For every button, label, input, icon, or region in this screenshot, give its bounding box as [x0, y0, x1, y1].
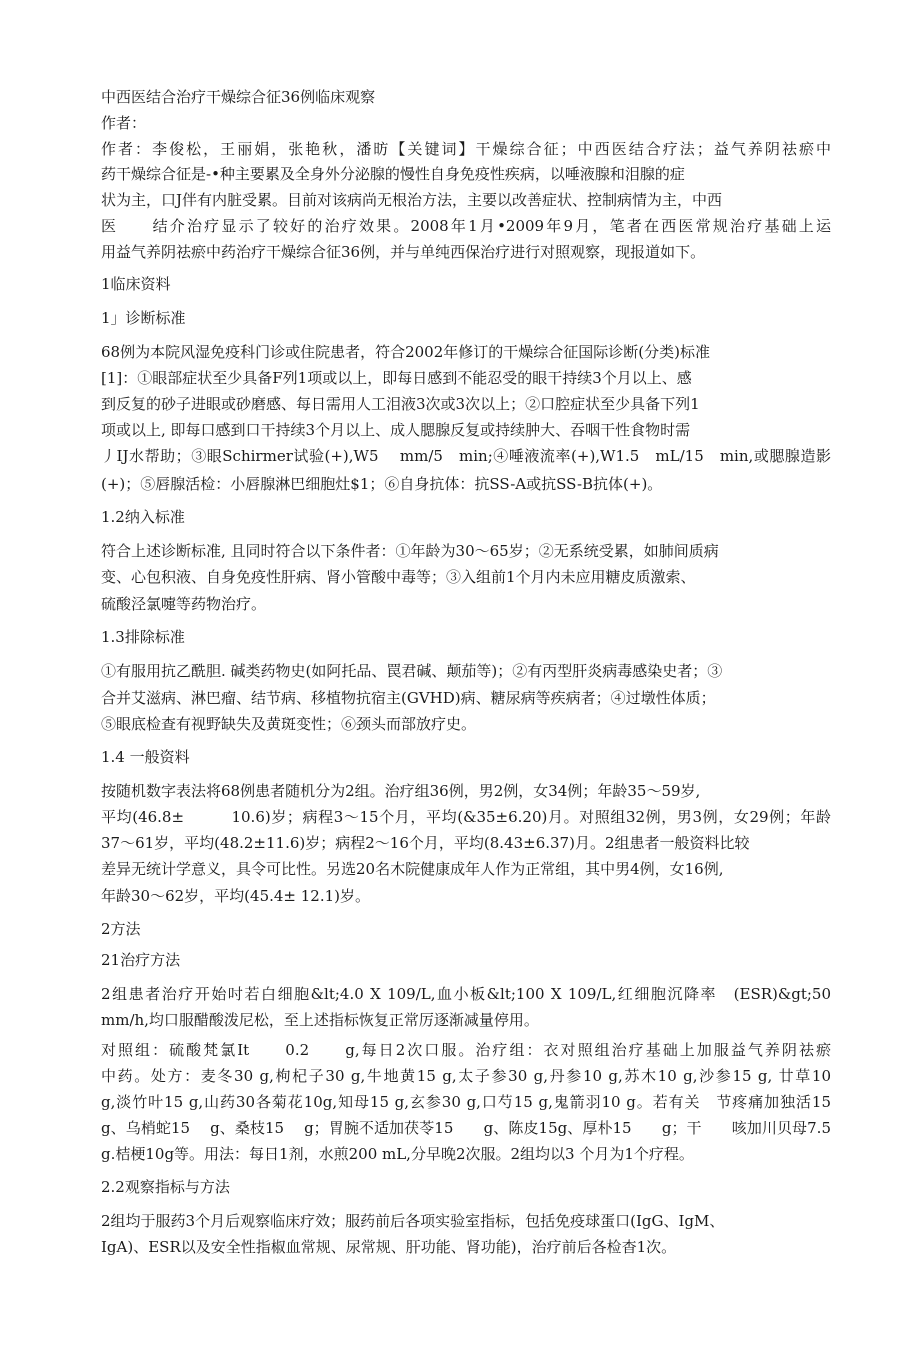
document-title: 中西医结合治疗干燥综合征36例临床观察	[101, 88, 376, 106]
body-text-line: 年龄30〜62岁，平均(45.4± 12.1)岁。	[101, 887, 371, 905]
body-text-line: 药干燥综合征是-•种主要累及全身外分泌腺的慢性自身免疫性疾病，以唾液腺和泪腺的症	[101, 165, 685, 183]
body-text-line: ⑤眼底检查有视野缺失及黄斑变性；⑥颈头而部放疗史。	[101, 715, 477, 733]
body-text-line: IgA)、ESR以及安全性指椒血常规、尿常规、肝功能、肾功能)，治疗前后各检杳1次。	[101, 1238, 677, 1256]
body-text-line: 68例为本院风湿免疫科门诊或住院患者，符合2002年修订的干燥综合征国际诊断(分类)标准	[101, 343, 710, 361]
body-text-line: 状为主，口J伴有内脏受累。目前对该病尚无根治方法，主要以改善症状、控制病情为主，中西	[101, 191, 723, 209]
body-text-line: 对照组：硫酸梵氯It 0.2 g,每日2次口服。治疗组：衣对照组治疗基础上加服益气养阴祛瘀	[101, 1041, 831, 1059]
body-text-line: 2组患者治疗开始吋若白细胞&lt;4.0 X 109/L,血小板&lt;100 X 109/L,红细胞沉降率 (ESR)&gt;50	[101, 985, 831, 1003]
subsection-heading: 2.2观察指标与方法	[101, 1178, 230, 1196]
subsection-heading: 1.4 一般资料	[101, 748, 190, 766]
subsection-heading: 1.3排除标准	[101, 628, 185, 646]
body-text-line: 中药。处方：麦冬30 g,枸杞子30 g,牛地黄15 g,太子参30 g,丹参10 g,苏木10 g,沙参15 g, 廿草10	[101, 1067, 831, 1085]
body-text-line: 符合上述诊断标准, 且同时符合以下条件者：①年龄为30〜65岁；②无系统受累，如肺间质病	[101, 542, 719, 560]
body-text-line: (+)；⑤唇腺活检：小唇腺淋巴细胞灶$1；⑥自身抗体：抗SS-A或抗SS-B抗体(+)。	[101, 475, 663, 493]
subsection-heading: 1.2纳入标准	[101, 508, 185, 526]
body-text-line: 合并艾滋病、淋巴瘤、结节病、移植物抗宿主(GVHD)病、糖尿病等疾病者；④过墩性体质；	[101, 689, 716, 707]
subsection-heading: 21治疗方法	[101, 951, 181, 969]
subsection-heading: 1」诊断标准	[101, 309, 186, 327]
author-keywords-line: 作者：李俊松，王丽娟，张艳秋，潘昉【关键词】干燥综合征；中西医结合疗法；益气养阴祛瘀中	[101, 140, 831, 158]
body-text-line: mm/h,均口服醋酸泼尼松，至上述指标恢复正常厉逐渐减量停用。	[101, 1011, 539, 1029]
body-text-line: 硫酸泾氯嚏等药物治疗。	[101, 595, 267, 613]
section-heading: 2方法	[101, 920, 141, 938]
body-text-line: 2组均于服药3个月后观察临床疗效；服药前后各项实验室指标，包括免疫球蛋口(IgG、IgM、	[101, 1212, 725, 1230]
author-label: 作者：	[101, 114, 147, 132]
body-text-line: 按随机数字表法将68例患者随机分为2组。治疗组36例，男2例，女34例；年龄35〜59岁,	[101, 782, 701, 800]
body-text-line: 变、心包积液、自身免疫性肝病、肾小管酸中毒等；③入组前1个月内未应用糖皮质激索、	[101, 568, 696, 586]
body-text-line: 丿IJ水帮助；③眼Schirmer试验(+),W5 mm/5 min;④唾液流率(+),W1.5 mL/15 min,或腮腺造影	[101, 447, 831, 465]
body-text-line: 平均(46.8± 10.6)岁；病程3〜15个月，平均(&35±6.20)月。对照组32例，男3例，女29例；年龄	[101, 808, 831, 826]
body-text-line: 用益气养阴祛瘀中药治疗干燥综合征36例，并与单纯西保治疗进行对照观察，现报道如下。	[101, 243, 706, 261]
body-text-line: g,淡竹叶15 g,山药30各菊花10g,知母15 g,玄参30 g,口芍15 g,鬼箭羽10 g。若有关 节疼痛加独活15	[101, 1093, 831, 1111]
body-text-line: 差异无统计学意义，具令可比性。另选20名木院健康成年人作为正常组，其中男4例，女16例,	[101, 860, 724, 878]
body-text-line: 医 结介治疗显示了较好的治疗效果。2008年1月•2009年9月，笔者在西医常规治疗基础上运	[101, 217, 831, 235]
body-text-line: 项或以上, 即每口感到口干持续3个月以上、成人腮腺反复或持续肿大、吞咽干性食物时需	[101, 421, 691, 439]
body-text-line: 到反复的砂子进眼或砂磨感、每日需用人工泪液3次或3次以上；②口腔症状至少具备下列1	[101, 395, 700, 413]
body-text-line: [1]：①眼部症状至少具备F列1项或以上，即每日感到不能忍受的眼干持续3个月以上、感	[101, 369, 692, 387]
body-text-line: g、乌梢蛇15 g、桑枝15 g；胃腕不适加茯苓15 g、陈皮15g、厚朴15 g；干 咳加川贝母7.5	[101, 1119, 831, 1137]
section-heading: 1临床资料	[101, 275, 171, 293]
body-text-line: ①有服用抗乙酰胆. 碱类药物史(如阿托品、罠君碱、颠茄等)；②有丙型肝炎病毒感染史者；③	[101, 662, 723, 680]
body-text-line: 37〜61岁，平均(48.2±11.6)岁；病程2〜16个月，平均(8.43±6.37)月。2组患者一般资料比较	[101, 834, 750, 852]
body-text-line: g.桔梗10g等。用法：每日1剂，水煎200 mL,分早晚2次服。2组均以3 个月为1个疗程。	[101, 1145, 694, 1163]
